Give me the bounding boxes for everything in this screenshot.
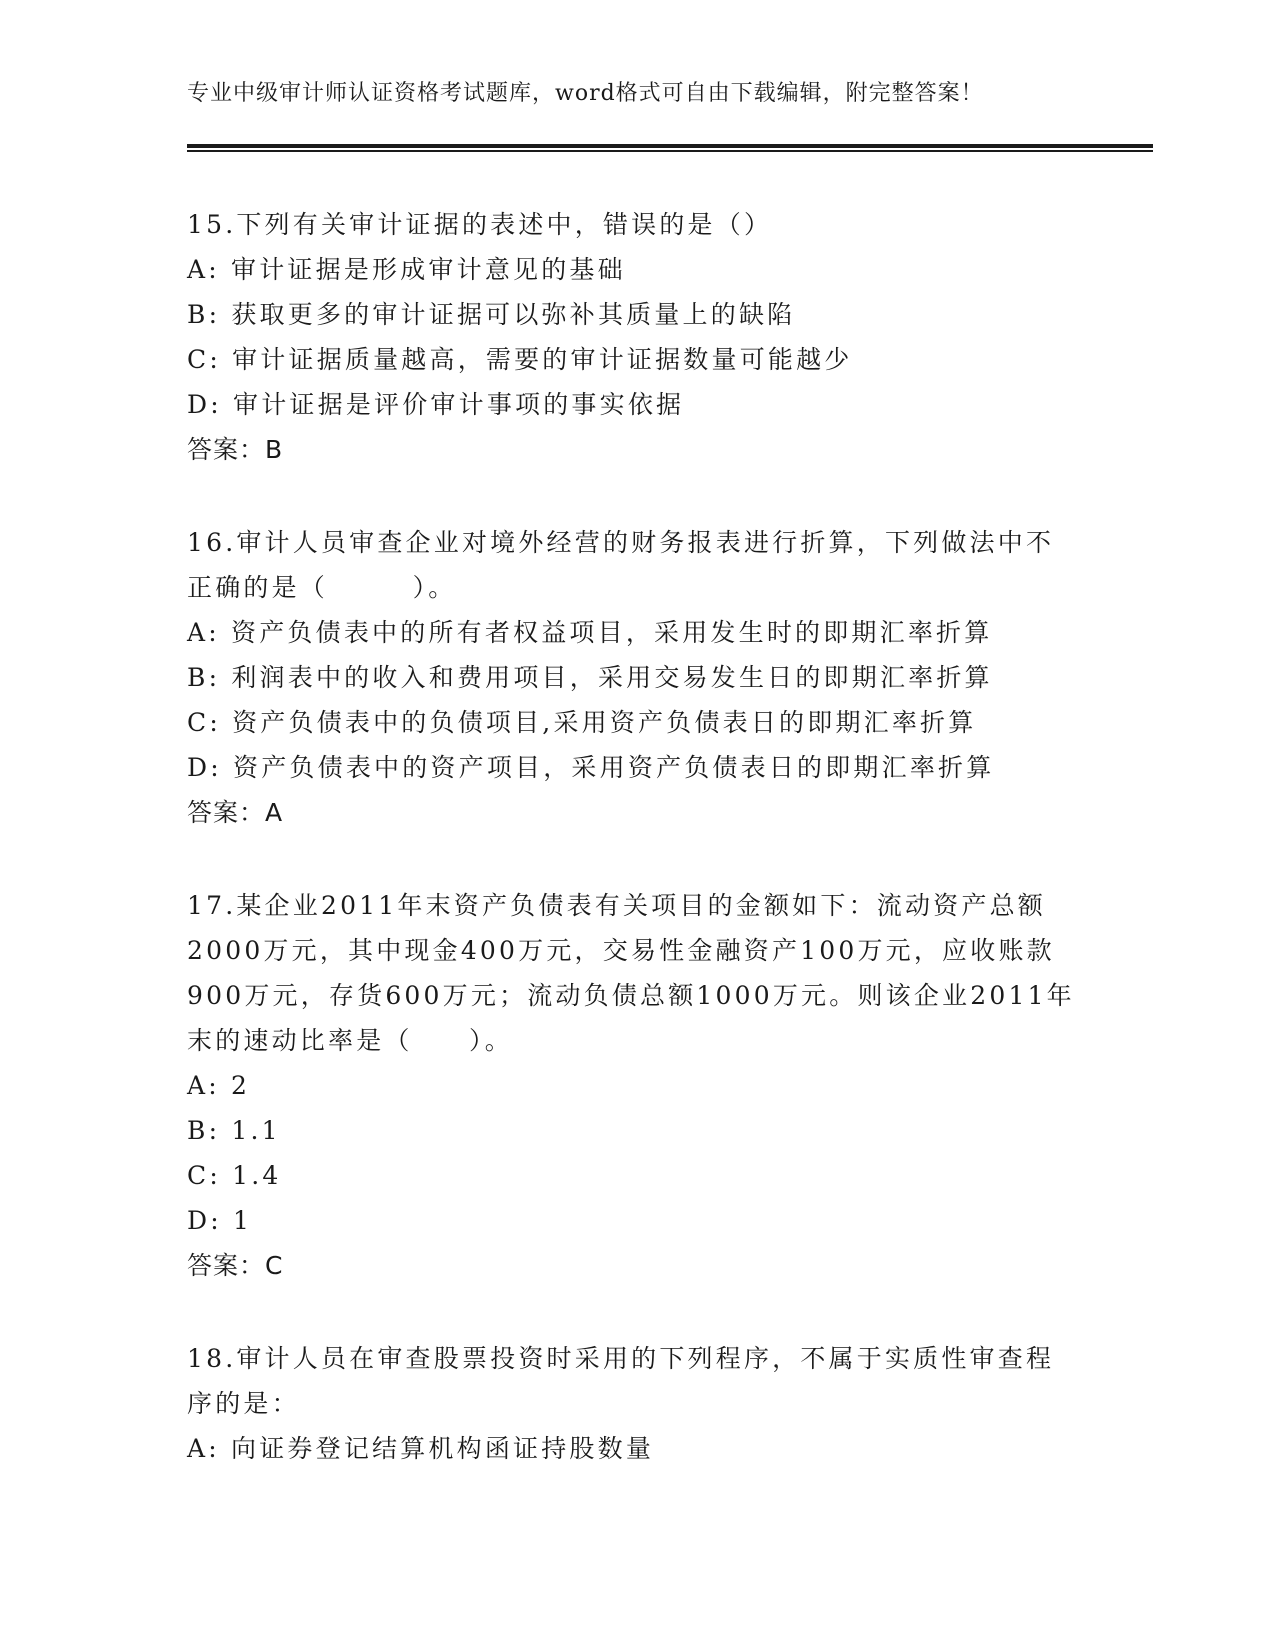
question-list	[187, 202, 1087, 1519]
question-text-line-2: 正确的是（ ）。	[187, 573, 457, 602]
option-a: A: 审计证据是形成审计意见的基础	[187, 255, 626, 284]
option-c: C: 资产负债表中的负债项目,采用资产负债表日的即期汇率折算	[187, 708, 977, 737]
question-18	[187, 1336, 1087, 1471]
question-text-line-2: 序的是：	[187, 1389, 300, 1418]
header-rule-thin	[187, 150, 1153, 152]
question-17	[187, 883, 1087, 1288]
answer: 答案：A	[187, 798, 284, 827]
question-text-line-2: 2000万元，其中现金400万元，交易性金融资产100万元，应收账款	[187, 936, 1055, 965]
answer: 答案：B	[187, 435, 284, 464]
answer: 答案：C	[187, 1251, 284, 1280]
option-a: A: 向证券登记结算机构函证持股数量	[187, 1434, 655, 1463]
question-text-line-1: 18.审计人员在审查股票投资时采用的下列程序，不属于实质性审查程	[187, 1344, 1055, 1373]
option-d: D: 1	[187, 1206, 253, 1235]
question-16	[187, 520, 1087, 835]
option-d: D: 资产负债表中的资产项目，采用资产负债表日的即期汇率折算	[187, 753, 995, 782]
option-b: B: 利润表中的收入和费用项目，采用交易发生日的即期汇率折算	[187, 663, 993, 692]
option-c: C: 审计证据质量越高，需要的审计证据数量可能越少	[187, 345, 853, 374]
header-rule-thick	[187, 144, 1153, 148]
option-c: C: 1.4	[187, 1161, 282, 1190]
option-a: A: 资产负债表中的所有者权益项目，采用发生时的即期汇率折算	[187, 618, 993, 647]
question-text: 15.下列有关审计证据的表述中，错误的是（）	[187, 210, 773, 239]
option-b: B: 1.1	[187, 1116, 281, 1145]
question-text-line-4: 末的速动比率是（ ）。	[187, 1026, 513, 1055]
option-b: B: 获取更多的审计证据可以弥补其质量上的缺陷	[187, 300, 796, 329]
question-text-line-3: 900万元，存货600万元；流动负债总额1000万元。则该企业2011年	[187, 981, 1075, 1010]
option-a: A: 2	[187, 1071, 251, 1100]
option-d: D: 审计证据是评价审计事项的事实依据	[187, 390, 685, 419]
question-text-line-1: 16.审计人员审查企业对境外经营的财务报表进行折算，下列做法中不	[187, 528, 1055, 557]
question-15	[187, 202, 1087, 472]
question-text-line-1: 17.某企业2011年末资产负债表有关项目的金额如下：流动资产总额	[187, 891, 1046, 920]
page-header: 专业中级审计师认证资格考试题库，word格式可自由下载编辑，附完整答案！	[187, 81, 984, 106]
